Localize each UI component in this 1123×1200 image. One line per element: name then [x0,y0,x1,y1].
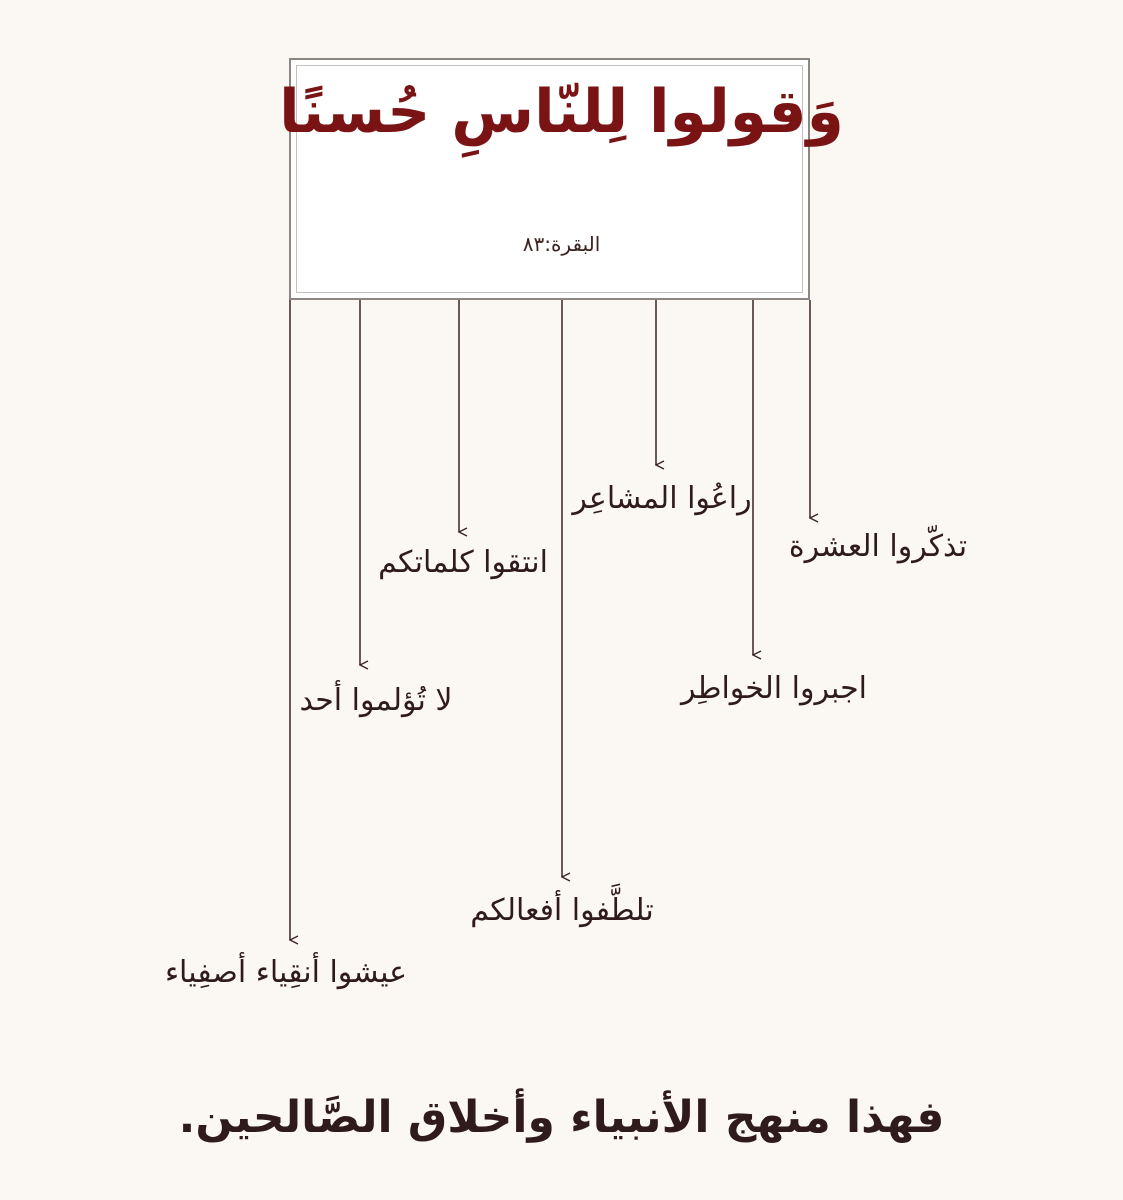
branch-label-7: عيشوا أنقِياء أصفِياء [164,955,408,990]
verse-text: وَقولوا لِلنّاسِ حُسنًا [279,77,844,147]
branch-label-2: اجبروا الخواطِر [681,671,867,706]
branch-label-4: تلطَّفوا أفعالكم [470,893,654,928]
branch-label-1: تذكّروا العشرة [788,529,968,564]
branch-label-5: انتقوا كلماتكم [378,545,548,580]
branch-label-3: راعُوا المشاعِر [572,481,752,516]
verse-reference: البقرة:٨٣ [522,232,601,256]
conclusion-text: فهذا منهج الأنبياء وأخلاق الصَّالحين. [178,1092,945,1143]
branch-label-6: لا تُؤلموا أحد [299,683,453,718]
